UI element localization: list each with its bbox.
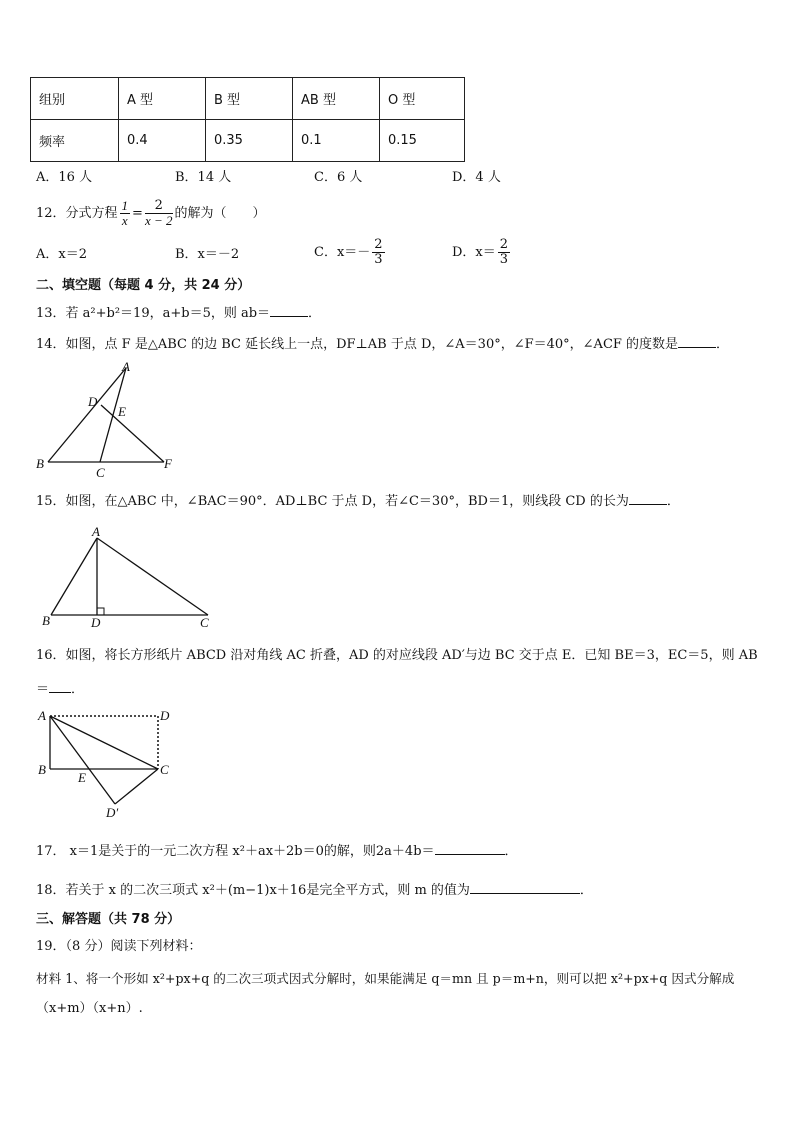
label-A: A (122, 359, 130, 374)
label-D: D (88, 394, 98, 409)
label-A: A (92, 524, 100, 539)
q12-option-c: C．x＝－ $\frac{2}{3}$ (314, 237, 383, 267)
table-cell: AB 型 (293, 78, 380, 120)
q19-material-line1: 材料 1、将一个形如 x²+px+q 的二次三项式因式分解时，如果能满足 q＝mn 且 p＝m+n，则可以把 x²+px+q 因式分解成 (36, 971, 735, 986)
q12-option-b: B．x＝－2 (175, 247, 240, 262)
label-C: C (160, 762, 169, 777)
table-cell: B 型 (206, 78, 293, 120)
section-heading: 三、解答题（共 78 分） (36, 912, 181, 927)
frequency-table (30, 77, 465, 162)
table-cell: 频率 (31, 120, 119, 162)
label-B: B (36, 456, 44, 471)
answer-blank (270, 304, 308, 317)
label-D: D (160, 708, 170, 723)
table-cell: A 型 (119, 78, 206, 120)
q12-question (36, 197, 266, 231)
table-cell: 0.35 (206, 120, 293, 162)
table-row (31, 120, 465, 162)
table-cell: 0.4 (119, 120, 206, 162)
label-E: E (78, 770, 86, 785)
q12-option-d: D．x＝ $\frac{2}{3}$ (452, 237, 509, 267)
figure-16 (36, 704, 186, 824)
q12-prefix: 12．分式方程 (36, 206, 118, 221)
table-cell: 组别 (31, 78, 119, 120)
q18-question: 18．若关于 x 的二次三项式 x²＋(m−1)x＋16是完全平方式，则 m 的值为 ． (36, 883, 593, 898)
label-D: D (91, 615, 101, 630)
table-cell: 0.15 (380, 120, 465, 162)
label-A: A (38, 708, 46, 723)
q12-option-a: A．x＝2 (36, 247, 87, 262)
answer-blank (470, 881, 580, 894)
q11-option-d: D．4 人 (452, 170, 501, 185)
table-row (31, 78, 465, 120)
label-C: C (96, 465, 105, 478)
label-F: F (164, 456, 172, 471)
label-B: B (38, 762, 46, 777)
label-D-prime: D′ (106, 805, 119, 820)
q16-question-line1: 16．如图，将长方形纸片 ABCD 沿对角线 AC 折叠，AD 的对应线段 AD′与边 BC 交于点 E．已知 BE＝3，EC＝5，则 AB (36, 648, 758, 663)
q15-question: 15．如图，在△ABC 中，∠BAC＝90°．AD⊥BC 于点 D，若∠C＝30°，BD＝1，则线段 CD 的长为 ． (36, 494, 680, 509)
q11-option-a: A．16 人 (36, 170, 93, 185)
q16-question-line2: ＝ ． (36, 682, 85, 697)
q12-suffix: 的解为（ ） (174, 206, 266, 221)
answer-blank (629, 492, 667, 505)
q13-question: 13．若 a²+b²＝19，a+b＝5，则 ab＝ ． (36, 306, 322, 321)
table-cell: 0.1 (293, 120, 380, 162)
fraction: $\frac{1}{x}$ (121, 198, 129, 228)
q14-question: 14．如图，点 F 是△ABC 的边 BC 延长线上一点，DF⊥AB 于点 D，∠A＝30°，∠F＝40°，∠ACF 的度数是 ． (36, 337, 730, 352)
q19-material-line2: （x+m）（x+n）. (36, 1001, 143, 1016)
q11-option-c: C．6 人 (314, 170, 363, 185)
figure-14 (30, 358, 190, 478)
answer-blank (678, 335, 716, 348)
label-E: E (118, 404, 126, 419)
table-cell: O 型 (380, 78, 465, 120)
q19-title: 19．（8 分）阅读下列材料： (36, 939, 202, 954)
figure-15 (36, 524, 226, 634)
q17-question: 17． x＝1是关于的一元二次方程 x²＋ax＋2b＝0的解，则2a＋4b＝ ． (36, 844, 518, 859)
label-C: C (200, 615, 209, 630)
answer-blank (49, 680, 71, 693)
label-B: B (42, 613, 50, 628)
equals-sign: = (132, 206, 143, 221)
q11-option-b: B．14 人 (175, 170, 232, 185)
section-heading: 二、填空题（每题 4 分，共 24 分） (36, 278, 251, 293)
fraction: $\frac{2}{x - 2}$ (144, 198, 173, 228)
answer-blank (435, 842, 505, 855)
